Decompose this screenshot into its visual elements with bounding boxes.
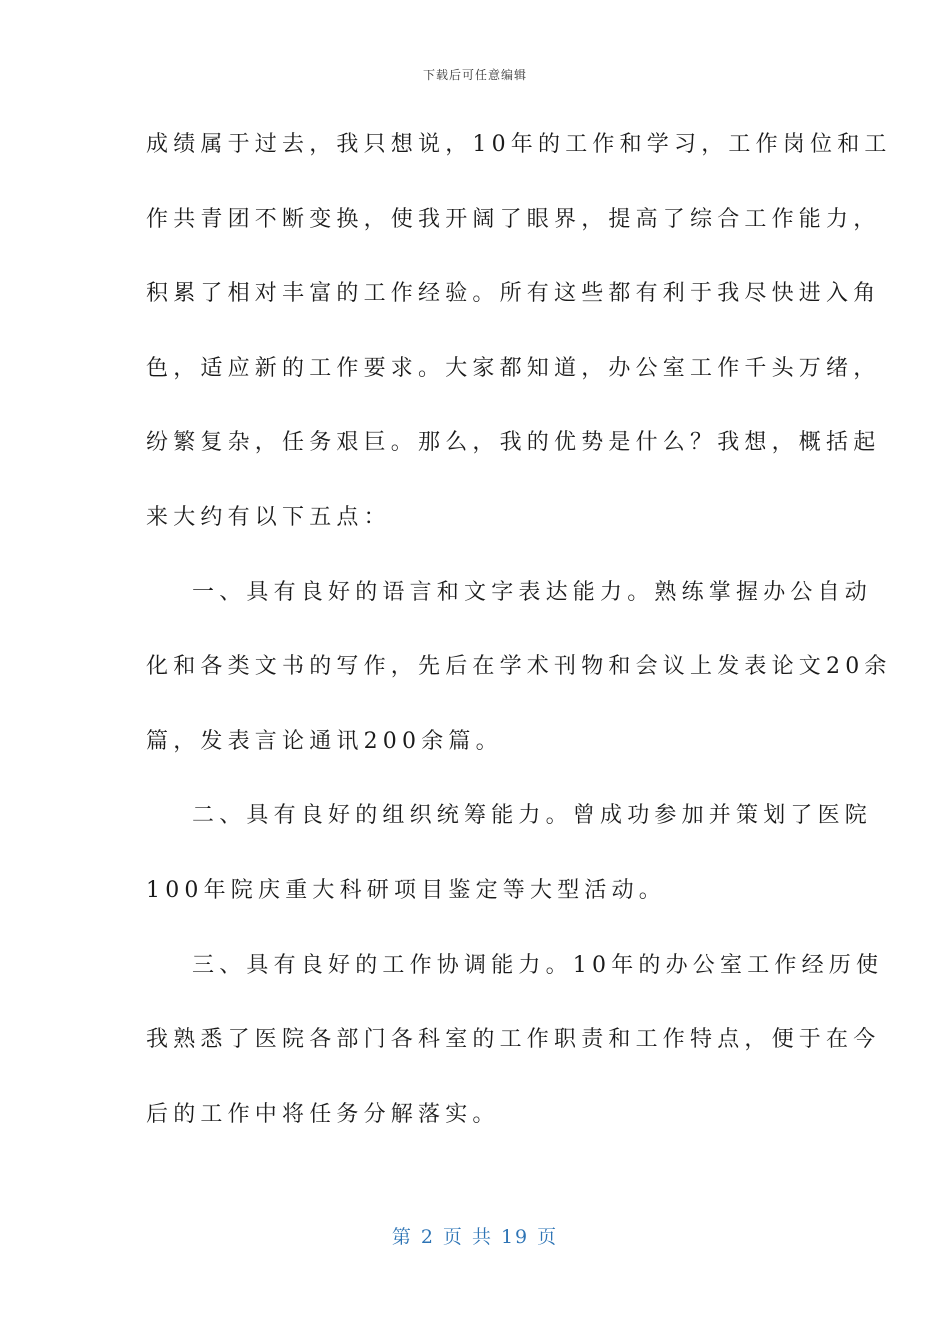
page-footer — [0, 1222, 950, 1249]
document-body — [146, 122, 892, 1166]
paragraph-line: 一、具有良好的语言和文字表达能力。熟练掌握办公自动 — [192, 579, 873, 605]
footer-suffix: 页 — [537, 1226, 559, 1248]
footer-middle: 页 共 — [442, 1226, 493, 1248]
total-page-count: 19 — [500, 1226, 530, 1248]
paragraph-line: 我熟悉了医院各部门各科室的工作职责和工作特点，便于在今 — [146, 1027, 881, 1053]
paragraph-line: 化和各类文书的写作，先后在学术刊物和会议上发表论文20余 — [146, 654, 892, 680]
paragraph-line: 纷繁复杂，任务艰巨。那么，我的优势是什么？我想，概括起 — [146, 430, 881, 456]
paragraph-line: 后的工作中将任务分解落实。 — [146, 1101, 500, 1127]
page-header: 下载后可任意编辑 — [422, 68, 527, 82]
paragraph-line: 100年院庆重大科研项目鉴定等大型活动。 — [146, 877, 666, 903]
footer-prefix: 第 — [391, 1226, 413, 1248]
paragraph-line: 成绩属于过去，我只想说，10年的工作和学习，工作岗位和工 — [146, 132, 892, 157]
paragraph-line: 色，适应新的工作要求。大家都知道，办公室工作千头万绪， — [146, 355, 881, 381]
paragraph-line: 来大约有以下五点： — [146, 504, 391, 530]
paragraph-line: 积累了相对丰富的工作经验。所有这些都有利于我尽快进入角 — [146, 281, 881, 307]
paragraph-line: 三、具有良好的工作协调能力。10年的办公室工作经历使 — [192, 952, 884, 978]
paragraph-line: 作共青团不断变换，使我开阔了眼界，提高了综合工作能力， — [146, 206, 881, 232]
current-page-number: 2 — [420, 1226, 435, 1248]
paragraph-line: 篇，发表言论通讯200余篇。 — [146, 728, 503, 754]
paragraph-line: 二、具有良好的组织统筹能力。曾成功参加并策划了医院 — [192, 803, 873, 829]
